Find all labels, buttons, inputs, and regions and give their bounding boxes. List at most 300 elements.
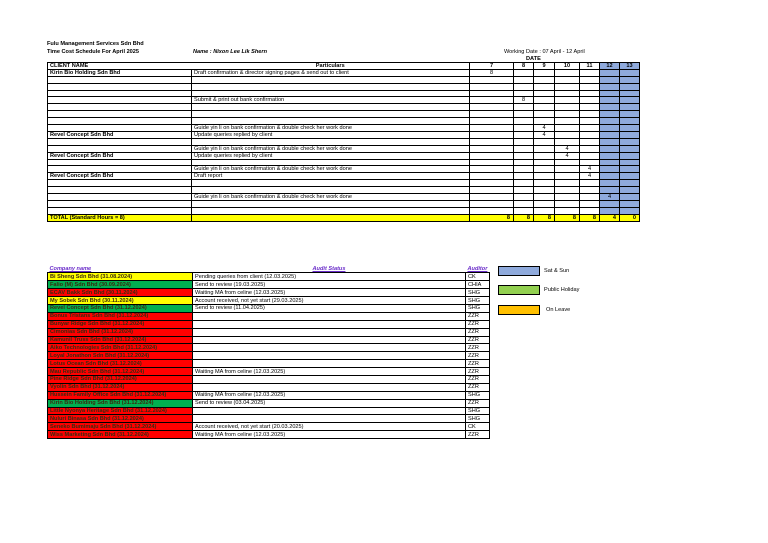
working-date: Working Date : 07 April - 12 April xyxy=(504,49,585,55)
hours-cell xyxy=(555,104,580,111)
hours-cell xyxy=(600,83,620,90)
particulars-cell: Guide yin li on bank confirmation & double check her work done xyxy=(192,124,470,131)
hours-cell xyxy=(514,111,534,118)
table-row xyxy=(48,152,640,159)
hours-cell xyxy=(600,152,620,159)
hours-cell xyxy=(555,97,580,104)
hours-cell xyxy=(600,117,620,124)
hours-cell xyxy=(600,131,620,138)
particulars-cell xyxy=(192,200,470,207)
hours-cell xyxy=(580,77,600,84)
audit-auditor: SHG xyxy=(466,304,490,312)
hours-cell xyxy=(470,193,514,200)
hours-cell xyxy=(514,166,534,173)
hours-cell: 4 xyxy=(580,173,600,180)
audit-row xyxy=(48,273,490,281)
hours-cell xyxy=(534,104,555,111)
hours-cell xyxy=(470,97,514,104)
audit-status xyxy=(193,383,466,391)
hours-cell xyxy=(555,138,580,145)
audit-auditor: ZZR xyxy=(466,360,490,368)
client-cell xyxy=(48,166,192,173)
hours-cell: 4 xyxy=(600,193,620,200)
hours-cell xyxy=(534,70,555,77)
hours-cell xyxy=(620,187,640,194)
hours-cell xyxy=(514,200,534,207)
hours-cell xyxy=(555,180,580,187)
audit-company: Seneko Bumimaju Sdn Bhd (31.12.2024) xyxy=(48,423,193,431)
total-value: 8 xyxy=(580,214,600,221)
audit-company: Pine Ridge Sdn Bhd (31.12.2024) xyxy=(48,375,193,383)
hours-cell xyxy=(600,145,620,152)
hours-cell xyxy=(534,207,555,214)
total-value: 0 xyxy=(620,214,640,221)
hours-cell xyxy=(620,97,640,104)
hours-cell xyxy=(534,97,555,104)
audit-row xyxy=(48,289,490,297)
hours-cell xyxy=(580,111,600,118)
hours-cell xyxy=(600,138,620,145)
hours-cell: 4 xyxy=(534,124,555,131)
table-row xyxy=(48,207,640,214)
legend-swatch xyxy=(498,305,540,315)
hours-cell xyxy=(534,173,555,180)
audit-row xyxy=(48,297,490,305)
hours-cell xyxy=(514,145,534,152)
hours-cell xyxy=(555,83,580,90)
total-value: 4 xyxy=(600,214,620,221)
particulars-cell: Draft report xyxy=(192,173,470,180)
hours-cell xyxy=(514,70,534,77)
date-label: DATE xyxy=(526,56,541,62)
audit-auditor: ZZR xyxy=(466,375,490,383)
hours-cell xyxy=(514,83,534,90)
table-row xyxy=(48,138,640,145)
hours-cell xyxy=(580,124,600,131)
hours-cell: 8 xyxy=(470,70,514,77)
audit-company: Vyolin Sdn Bhd (31.12.2024) xyxy=(48,383,193,391)
table-row xyxy=(48,90,640,97)
total-value: 8 xyxy=(514,214,534,221)
hours-cell xyxy=(555,117,580,124)
hours-cell xyxy=(600,104,620,111)
audit-status xyxy=(193,336,466,344)
hours-cell xyxy=(600,111,620,118)
hours-cell xyxy=(514,193,534,200)
particulars-cell xyxy=(192,90,470,97)
audit-auditor: ZZR xyxy=(466,344,490,352)
hours-cell xyxy=(620,131,640,138)
hours-cell xyxy=(620,180,640,187)
particulars-cell xyxy=(192,187,470,194)
day-header-13: 13 xyxy=(620,63,640,70)
audit-row xyxy=(48,391,490,399)
hours-cell: 8 xyxy=(514,97,534,104)
client-cell: Revel Concept Sdn Bhd xyxy=(48,152,192,159)
hours-cell xyxy=(534,180,555,187)
hours-cell xyxy=(514,207,534,214)
audit-auditor: SHG xyxy=(466,297,490,305)
audit-company: Little Nyonya Heritage Sdn Bhd (31.12.2024) xyxy=(48,407,193,415)
audit-row xyxy=(48,375,490,383)
hours-cell xyxy=(470,131,514,138)
particulars-cell xyxy=(192,77,470,84)
hours-cell xyxy=(534,145,555,152)
employee-name: Name : Nixon Lee Lik Shern xyxy=(193,49,267,55)
audit-status: Waiting MA from celine (12.03.2025) xyxy=(193,289,466,297)
audit-row xyxy=(48,399,490,407)
table-row xyxy=(48,111,640,118)
hours-cell xyxy=(555,111,580,118)
audit-auditor: CHIA xyxy=(466,281,490,289)
hours-cell xyxy=(555,187,580,194)
table-row xyxy=(48,159,640,166)
audit-company: Kirin Bio Holding Sdn Bhd (31.12.2024) xyxy=(48,399,193,407)
hours-cell xyxy=(620,70,640,77)
particulars-cell xyxy=(192,180,470,187)
client-cell xyxy=(48,83,192,90)
hours-cell xyxy=(600,200,620,207)
hours-cell xyxy=(600,166,620,173)
audit-status xyxy=(193,360,466,368)
audit-row xyxy=(48,368,490,376)
audit-status xyxy=(193,312,466,320)
audit-row xyxy=(48,415,490,423)
hours-cell xyxy=(555,159,580,166)
audit-row xyxy=(48,407,490,415)
audit-auditor: ZZR xyxy=(466,320,490,328)
audit-company: Bunyar Ridge Sdn Bhd (31.12.2024) xyxy=(48,320,193,328)
particulars-cell xyxy=(192,138,470,145)
hours-cell xyxy=(600,159,620,166)
hours-cell xyxy=(600,207,620,214)
hours-cell xyxy=(580,193,600,200)
audit-company: Bi Sheng Sdn Bhd (31.08.2024) xyxy=(48,273,193,281)
hours-cell xyxy=(470,166,514,173)
audit-status: Send to review (03.04.2025) xyxy=(193,399,466,407)
audit-company: Aiko Technologies Sdn Bhd (31.12.2024) xyxy=(48,344,193,352)
particulars-cell: Update queries replied by client xyxy=(192,152,470,159)
hours-cell xyxy=(620,159,640,166)
hours-cell xyxy=(470,187,514,194)
hours-cell xyxy=(534,200,555,207)
hours-cell xyxy=(514,187,534,194)
day-header-8: 8 xyxy=(514,63,534,70)
audit-row xyxy=(48,312,490,320)
legend-label: Public Holiday xyxy=(544,287,580,293)
hours-cell xyxy=(555,90,580,97)
hours-cell xyxy=(470,138,514,145)
audit-row xyxy=(48,360,490,368)
hours-cell xyxy=(620,124,640,131)
company-name-header: Company name xyxy=(49,265,92,272)
day-header-10: 10 xyxy=(555,63,580,70)
table-row xyxy=(48,173,640,180)
audit-auditor: ZZR xyxy=(466,312,490,320)
audit-header-row xyxy=(48,265,490,273)
table-row xyxy=(48,166,640,173)
total-value: 8 xyxy=(470,214,514,221)
hours-cell xyxy=(514,77,534,84)
hours-cell xyxy=(470,159,514,166)
hours-cell xyxy=(470,200,514,207)
legend-swatch xyxy=(498,266,540,276)
hours-cell xyxy=(580,90,600,97)
audit-status xyxy=(193,407,466,415)
audit-company: Nuluri Binasa Sdn Bhd (31.12.2024) xyxy=(48,415,193,423)
hours-cell xyxy=(620,193,640,200)
hours-cell xyxy=(580,200,600,207)
hours-cell xyxy=(580,207,600,214)
audit-status: Waiting MA from celine (12.03.2025) xyxy=(193,431,466,439)
hours-cell xyxy=(555,77,580,84)
hours-cell xyxy=(534,111,555,118)
hours-cell xyxy=(555,173,580,180)
timesheet-table xyxy=(47,62,640,222)
client-cell xyxy=(48,77,192,84)
audit-status: Send to review (19.03.2025) xyxy=(193,281,466,289)
hours-cell: 4 xyxy=(534,131,555,138)
audit-status xyxy=(193,415,466,423)
hours-cell xyxy=(534,83,555,90)
total-value: 8 xyxy=(555,214,580,221)
company-title: Fulu Management Services Sdn Bhd xyxy=(47,41,144,47)
hours-cell: 4 xyxy=(555,145,580,152)
hours-cell xyxy=(514,131,534,138)
hours-cell xyxy=(534,77,555,84)
hours-cell xyxy=(600,97,620,104)
hours-cell xyxy=(555,207,580,214)
audit-auditor: SHG xyxy=(466,407,490,415)
client-cell: Kirin Bio Holding Sdn Bhd xyxy=(48,70,192,77)
hours-cell xyxy=(534,166,555,173)
audit-status xyxy=(193,375,466,383)
audit-company: Wiss Marketing Sdn Bhd (31.12.2024) xyxy=(48,431,193,439)
hours-cell xyxy=(514,173,534,180)
audit-auditor: ZZR xyxy=(466,328,490,336)
table-row xyxy=(48,180,640,187)
hours-cell xyxy=(620,83,640,90)
table-row xyxy=(48,131,640,138)
client-header: CLIENT NAME xyxy=(48,63,192,70)
hours-cell xyxy=(514,180,534,187)
hours-cell xyxy=(555,166,580,173)
hours-cell xyxy=(600,77,620,84)
hours-cell xyxy=(534,117,555,124)
hours-cell xyxy=(600,90,620,97)
audit-status: Account received, not yet start (29.03.2025) xyxy=(193,297,466,305)
audit-row xyxy=(48,304,490,312)
particulars-header: Particulars xyxy=(192,63,470,70)
audit-company: ECAV Bakk Sdn Bhd (30.11.2024) xyxy=(48,289,193,297)
audit-company: Kamunil Truss Sdn Bhd (31.12.2024) xyxy=(48,336,193,344)
hours-cell xyxy=(555,124,580,131)
table-row xyxy=(48,124,640,131)
audit-company: Hussein Family Office Sdn Bhd (31.12.2024) xyxy=(48,391,193,399)
total-label: TOTAL (Standard Hours = 8) xyxy=(48,214,192,221)
hours-cell xyxy=(470,173,514,180)
audit-company: Lotus Ocean Sdn Bhd (31.12.2024) xyxy=(48,360,193,368)
audit-row xyxy=(48,344,490,352)
audit-status: Send to review (11.04.2025) xyxy=(193,304,466,312)
particulars-cell xyxy=(192,83,470,90)
client-cell xyxy=(48,159,192,166)
hours-cell xyxy=(580,117,600,124)
audit-status: Waiting MA from celine (12.03.2025) xyxy=(193,368,466,376)
hours-cell xyxy=(620,104,640,111)
hours-cell xyxy=(470,111,514,118)
hours-cell xyxy=(514,117,534,124)
client-cell xyxy=(48,117,192,124)
client-cell: Revel Concept Sdn Bhd xyxy=(48,131,192,138)
client-cell xyxy=(48,145,192,152)
hours-cell xyxy=(534,138,555,145)
client-cell xyxy=(48,200,192,207)
client-cell xyxy=(48,97,192,104)
client-cell xyxy=(48,111,192,118)
audit-auditor: ZZR xyxy=(466,368,490,376)
audit-company: Cimonias Sdn Bhd (31.12.2024) xyxy=(48,328,193,336)
particulars-cell xyxy=(192,207,470,214)
hours-cell xyxy=(600,173,620,180)
legend-label: Sat & Sun xyxy=(544,268,570,274)
hours-cell xyxy=(514,90,534,97)
total-row xyxy=(48,214,640,221)
audit-status xyxy=(193,320,466,328)
hours-cell xyxy=(470,104,514,111)
hours-cell xyxy=(470,77,514,84)
legend-label: On Leave xyxy=(546,307,571,313)
audit-row xyxy=(48,423,490,431)
hours-cell xyxy=(470,152,514,159)
hours-cell xyxy=(600,187,620,194)
audit-row xyxy=(48,336,490,344)
hours-cell: 4 xyxy=(555,152,580,159)
table-row xyxy=(48,70,640,77)
audit-auditor: ZZR xyxy=(466,383,490,391)
audit-status-header: Audit Status xyxy=(312,265,346,272)
client-cell xyxy=(48,90,192,97)
audit-company: Mau Republic Sdn Bhd (31.12.2024) xyxy=(48,368,193,376)
hours-cell xyxy=(580,97,600,104)
table-row xyxy=(48,187,640,194)
audit-auditor: CK xyxy=(466,423,490,431)
audit-status xyxy=(193,328,466,336)
table-row xyxy=(48,97,640,104)
day-header-12: 12 xyxy=(600,63,620,70)
schedule-title: Time Cost Schedule For April 2025 xyxy=(47,49,140,55)
audit-status: Pending queries from client (12.03.2025) xyxy=(193,273,466,281)
hours-cell xyxy=(470,124,514,131)
hours-cell xyxy=(534,187,555,194)
particulars-cell: Draft confirmation & director signing pages & send out to client xyxy=(192,70,470,77)
hours-cell xyxy=(555,200,580,207)
client-cell xyxy=(48,104,192,111)
client-cell xyxy=(48,180,192,187)
hours-cell xyxy=(514,104,534,111)
table-row xyxy=(48,104,640,111)
hours-cell xyxy=(470,117,514,124)
hours-cell: 4 xyxy=(580,166,600,173)
audit-row xyxy=(48,320,490,328)
hours-cell xyxy=(470,207,514,214)
particulars-cell: Guide yin li on bank confirmation & double check her work done xyxy=(192,145,470,152)
audit-auditor: ZZR xyxy=(466,352,490,360)
hours-cell xyxy=(534,193,555,200)
hours-cell xyxy=(534,152,555,159)
hours-cell xyxy=(470,180,514,187)
hours-cell xyxy=(470,90,514,97)
hours-cell xyxy=(580,131,600,138)
audit-company: Revel Concept Sdn Bhd (31.12.2024) xyxy=(48,304,193,312)
day-header-9: 9 xyxy=(534,63,555,70)
header-row xyxy=(48,63,640,70)
audit-row xyxy=(48,281,490,289)
audit-row xyxy=(48,328,490,336)
audit-auditor: ZZR xyxy=(466,336,490,344)
hours-cell xyxy=(555,70,580,77)
audit-auditor: SHG xyxy=(466,391,490,399)
hours-cell xyxy=(620,152,640,159)
day-header-7: 7 xyxy=(470,63,514,70)
hours-cell xyxy=(620,145,640,152)
hours-cell xyxy=(534,90,555,97)
hours-cell xyxy=(620,200,640,207)
table-row xyxy=(48,77,640,84)
audit-status: Waiting MA from celine (12.03.2025) xyxy=(193,391,466,399)
audit-status xyxy=(193,344,466,352)
hours-cell xyxy=(620,173,640,180)
hours-cell xyxy=(580,145,600,152)
table-row xyxy=(48,83,640,90)
client-cell xyxy=(48,187,192,194)
hours-cell xyxy=(620,207,640,214)
particulars-cell xyxy=(192,111,470,118)
hours-cell xyxy=(580,180,600,187)
hours-cell xyxy=(514,152,534,159)
particulars-cell: Update queries replied by client xyxy=(192,131,470,138)
audit-status: Account received, not yet start (20.03.2025) xyxy=(193,423,466,431)
auditor-header: Auditor xyxy=(467,265,488,272)
client-cell: Revel Concept Sdn Bhd xyxy=(48,173,192,180)
hours-cell xyxy=(600,180,620,187)
audit-status xyxy=(193,352,466,360)
particulars-cell: Guide yin li on bank confirmation & double check her work done xyxy=(192,193,470,200)
hours-cell xyxy=(620,117,640,124)
table-row xyxy=(48,145,640,152)
legend-swatch xyxy=(498,285,540,295)
hours-cell xyxy=(620,90,640,97)
particulars-cell xyxy=(192,104,470,111)
hours-cell xyxy=(514,159,534,166)
hours-cell xyxy=(534,159,555,166)
hours-cell xyxy=(580,159,600,166)
hours-cell xyxy=(580,187,600,194)
total-spacer xyxy=(192,214,470,221)
hours-cell xyxy=(514,138,534,145)
hours-cell xyxy=(555,131,580,138)
particulars-cell: Guide yin li on bank confirmation & double check her work done xyxy=(192,166,470,173)
audit-auditor: ZZR xyxy=(466,399,490,407)
client-cell xyxy=(48,193,192,200)
audit-auditor: SHG xyxy=(466,289,490,297)
audit-auditor: CK xyxy=(466,273,490,281)
particulars-cell xyxy=(192,117,470,124)
hours-cell xyxy=(600,124,620,131)
audit-row xyxy=(48,431,490,439)
hours-cell xyxy=(470,145,514,152)
hours-cell xyxy=(620,166,640,173)
